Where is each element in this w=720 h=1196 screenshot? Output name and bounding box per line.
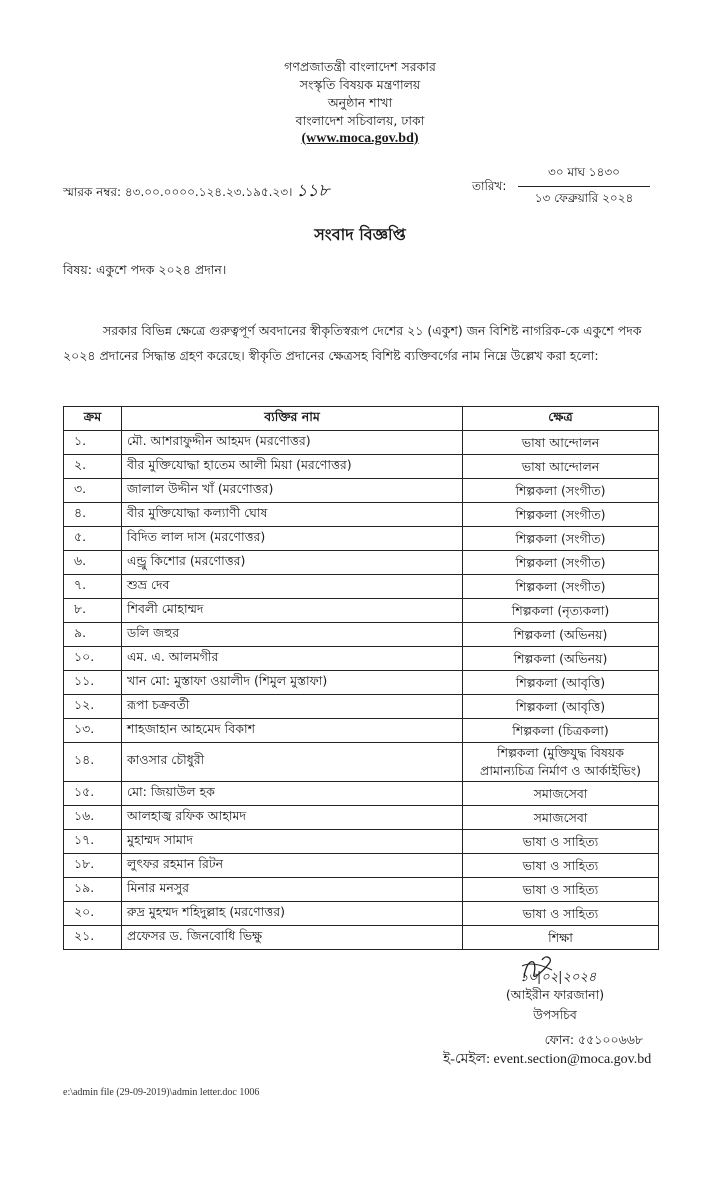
row-field: ভাষা ও সাহিত্য <box>463 878 659 902</box>
table-row <box>64 623 659 647</box>
row-serial: ১৪. <box>64 743 122 782</box>
table-header-row <box>64 407 659 431</box>
body-paragraph-text: সরকার বিভিন্ন ক্ষেত্রে গুরুত্বপূর্ণ অবদানের স্বীকৃতিস্বরূপ দেশের ২১ (একুশ) জন বিশিষ্ট নাগরিক-কে একুশে পদক ২০২৪ প্রদানের সিদ্ধান্ত গ্রহণ করেছে। স্বীকৃতি প্রদানের ক্ষেত্রসহ বিশিষ্ট ব্যক্তিবর্গের নাম নিম্নে উল্লেখ করা হলো: <box>63 323 642 363</box>
signature-date: ১৩|০২|২০২৪ <box>520 970 597 985</box>
subject-line: বিষয়: একুশে পদক ২০২৪ প্রদান। <box>63 262 227 277</box>
row-name: খান মো: মুস্তাফা ওয়ালীদ (শিমুল মুস্তাফা) <box>122 671 463 695</box>
row-serial: ১৯. <box>64 878 122 902</box>
office-address: বাংলাদেশ সচিবালয়, ঢাকা <box>295 113 425 128</box>
table-row <box>64 902 659 926</box>
row-name: রূপা চক্রবর্তী <box>122 695 463 719</box>
letterhead <box>0 58 720 148</box>
row-field: শিল্পকলা (আবৃত্তি) <box>463 671 659 695</box>
table-row <box>64 431 659 455</box>
row-name: লুৎফর রহমান রিটন <box>122 854 463 878</box>
table-row <box>64 599 659 623</box>
row-serial: ২০. <box>64 902 122 926</box>
row-serial: ১৫. <box>64 782 122 806</box>
row-name: বীর মুক্তিযোদ্ধা হাতেম আলী মিয়া (মরণোত্তর) <box>122 455 463 479</box>
file-path-footer: e:\admin file (29-09-2019)\admin letter.doc 1006 <box>63 1087 260 1098</box>
website-link[interactable]: (www.moca.gov.bd) <box>301 131 419 146</box>
row-name: শিবলী মোহাম্মদ <box>122 599 463 623</box>
signer-designation: উপসচিব <box>533 1007 577 1022</box>
row-field: শিল্পকলা (অভিনয়) <box>463 623 659 647</box>
row-name: রুদ্র মুহম্মদ শহিদুল্লাহ (মরণোত্তর) <box>122 902 463 926</box>
awardee-table <box>63 406 659 950</box>
row-serial: ৫. <box>64 527 122 551</box>
row-serial: ১. <box>64 431 122 455</box>
row-serial: ২১. <box>64 926 122 950</box>
memo-handwritten-number: ১১৮ <box>296 181 330 201</box>
row-serial: ৯. <box>64 623 122 647</box>
row-field: ভাষা আন্দোলন <box>463 431 659 455</box>
row-field: ভাষা ও সাহিত্য <box>463 830 659 854</box>
press-release-title: সংবাদ বিজ্ঞপ্তি <box>314 225 406 244</box>
row-field: শিল্পকলা (সংগীত) <box>463 575 659 599</box>
row-field: শিল্পকলা (অভিনয়) <box>463 647 659 671</box>
table-row <box>64 926 659 950</box>
contact-block <box>443 1030 652 1070</box>
row-name: বিদিত লাল দাস (মরণোত্তর) <box>122 527 463 551</box>
row-field: শিল্পকলা (মুক্তিযুদ্ধ বিষয়ক প্রামান্যচিত্র নির্মাণ ও আর্কাইভিং) <box>463 743 659 782</box>
row-field: ভাষা ও সাহিত্য <box>463 854 659 878</box>
signer-email[interactable]: ই-মেইল: event.section@moca.gov.bd <box>443 1052 652 1067</box>
col-field-header: ক্ষেত্র <box>463 407 659 431</box>
table-row <box>64 719 659 743</box>
row-name: বীর মুক্তিযোদ্ধা কল্যাণী ঘোষ <box>122 503 463 527</box>
body-paragraph <box>63 318 663 368</box>
section-name: অনুষ্ঠান শাখা <box>327 95 393 110</box>
table-row <box>64 743 659 782</box>
table-row <box>64 503 659 527</box>
row-name: কাওসার চৌধুরী <box>122 743 463 782</box>
table-row <box>64 551 659 575</box>
row-name: এন্ড্রু কিশোর (মরণোত্তর) <box>122 551 463 575</box>
row-field: সমাজসেবা <box>463 782 659 806</box>
row-name: মো: জিয়াউল হক <box>122 782 463 806</box>
ministry-name: সংস্কৃতি বিষয়ক মন্ত্রণালয় <box>299 77 421 92</box>
col-name-header: ব্যক্তির নাম <box>122 407 463 431</box>
table-row <box>64 830 659 854</box>
signer-phone: ফোন: ৫৫১০০৬৬৮ <box>544 1032 643 1047</box>
row-field: শিল্পকলা (সংগীত) <box>463 479 659 503</box>
memo-number <box>63 178 329 206</box>
table-row <box>64 647 659 671</box>
col-serial-header: ক্রম <box>64 407 122 431</box>
row-name: ডলি জহুর <box>122 623 463 647</box>
row-serial: ১১. <box>64 671 122 695</box>
table-row <box>64 695 659 719</box>
row-field: শিল্পকলা (চিত্রকলা) <box>463 719 659 743</box>
row-name: এম. এ. আলমগীর <box>122 647 463 671</box>
table-row <box>64 671 659 695</box>
row-field: শিল্পকলা (সংগীত) <box>463 503 659 527</box>
row-serial: ১৩. <box>64 719 122 743</box>
row-name: মৌ. আশরাফুদ্দীন আহমদ (মরণোত্তর) <box>122 431 463 455</box>
table-row <box>64 575 659 599</box>
row-field: শিক্ষা <box>463 926 659 950</box>
row-serial: ৮. <box>64 599 122 623</box>
table-row <box>64 854 659 878</box>
row-serial: ৩. <box>64 479 122 503</box>
row-name: মুহাম্মদ সামাদ <box>122 830 463 854</box>
row-serial: ১২. <box>64 695 122 719</box>
row-name: মিনার মনসুর <box>122 878 463 902</box>
row-serial: ২. <box>64 455 122 479</box>
table-row <box>64 782 659 806</box>
row-field: শিল্পকলা (সংগীত) <box>463 551 659 575</box>
row-field: ভাষা ও সাহিত্য <box>463 902 659 926</box>
table-row <box>64 455 659 479</box>
row-field: ভাষা আন্দোলন <box>463 455 659 479</box>
row-serial: ৭. <box>64 575 122 599</box>
table-row <box>64 479 659 503</box>
memo-number-label: স্মারক নম্বর: ৪৩.০০.০০০০.১২৪.২৩.১৯৫.২৩। <box>63 185 293 199</box>
date-bangla: ৩০ মাঘ ১৪৩০ <box>518 164 650 187</box>
signer-block <box>470 985 640 1025</box>
row-serial: ১০. <box>64 647 122 671</box>
date-label: তারিখ: <box>472 179 507 193</box>
row-name: প্রফেসর ড. জিনবোধি ভিক্ষু <box>122 926 463 950</box>
row-field: শিল্পকলা (নৃত্যকলা) <box>463 599 659 623</box>
table-row <box>64 878 659 902</box>
row-name: শাহজাহান আহমেদ বিকাশ <box>122 719 463 743</box>
row-field: সমাজসেবা <box>463 806 659 830</box>
table-row <box>64 806 659 830</box>
row-serial: ৪. <box>64 503 122 527</box>
row-serial: ৬. <box>64 551 122 575</box>
row-name: জালাল উদ্দীন খাঁ (মরণোত্তর) <box>122 479 463 503</box>
table-row <box>64 527 659 551</box>
row-serial: ১৭. <box>64 830 122 854</box>
row-field: শিল্পকলা (সংগীত) <box>463 527 659 551</box>
row-serial: ১৮. <box>64 854 122 878</box>
row-field: শিল্পকলা (আবৃত্তি) <box>463 695 659 719</box>
row-name: আলহাজ্ব রফিক আহামদ <box>122 806 463 830</box>
row-serial: ১৬. <box>64 806 122 830</box>
date-gregorian: ১৩ ফেব্রুয়ারি ২০২৪ <box>534 191 634 205</box>
govt-name: গণপ্রজাতন্ত্রী বাংলাদেশ সরকার <box>284 59 436 74</box>
signer-name: (আইরীন ফারজানা) <box>505 987 605 1002</box>
row-name: শুভ্র দেব <box>122 575 463 599</box>
